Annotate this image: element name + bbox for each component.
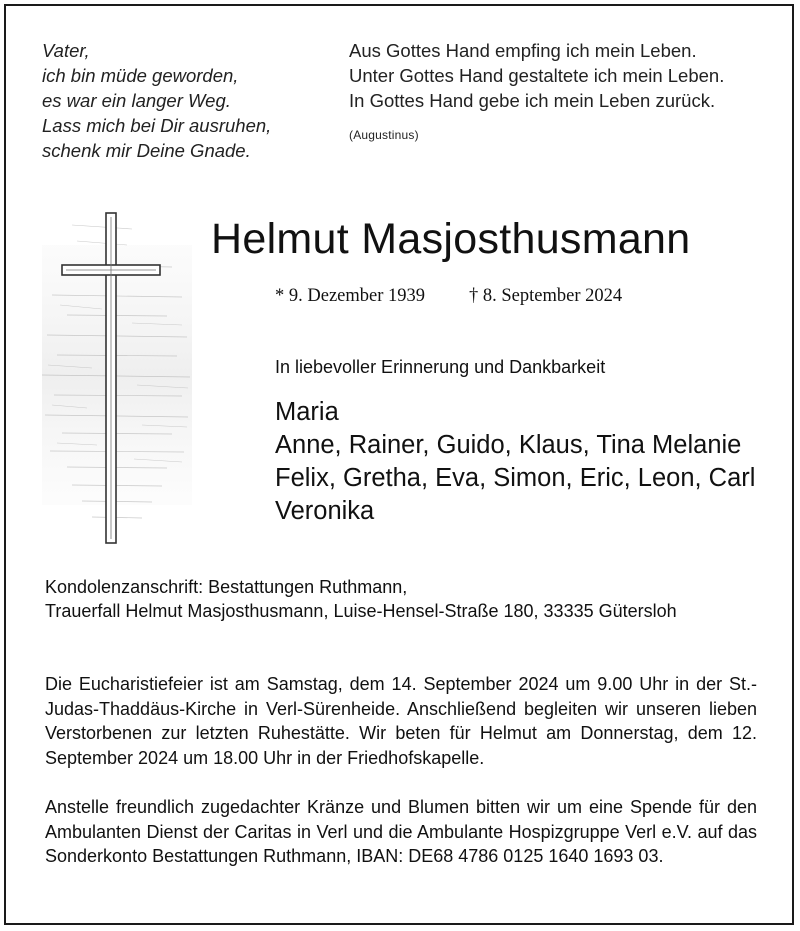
cross-icon — [42, 205, 192, 545]
poem-right-line: Aus Gottes Hand empfing ich mein Leben. — [349, 40, 697, 61]
condolence-line: Kondolenzanschrift: Bestattungen Ruthmann, — [45, 577, 408, 597]
remembrance-line: In liebevoller Erinnerung und Dankbarkeit — [275, 357, 606, 377]
deceased-name: Helmut Masjosthusmann — [211, 215, 691, 263]
service-paragraph: Die Eucharistiefeier ist am Samstag, dem 14. September 2024 um 9.00 Uhr in der St.-Judas-Thaddäus-Kirche in Verl-Sürenheide. Anschließend begleiten wir unseren lieben Verstorbenen zur letzten Ruhestätte. Wir beten für Helmut am Donnerstag, dem 12. September 2024 um 18.00 Uhr in der Friedhofskapelle. — [45, 674, 757, 768]
family-line: Maria — [275, 398, 339, 426]
poem-left-line: ich bin müde geworden, — [42, 65, 239, 86]
poem-source: (Augustinus) — [349, 128, 419, 142]
family-names — [275, 396, 755, 528]
death-date: † 8. September 2024 — [469, 286, 623, 306]
poem-left-line: Vater, — [42, 40, 90, 61]
poem-left-line: es war ein langer Weg. — [42, 90, 231, 111]
poem-left-line: Lass mich bei Dir ausruhen, — [42, 115, 272, 136]
poem-right — [349, 38, 779, 148]
family-line: Anne, Rainer, Guido, Klaus, Tina Melanie — [275, 431, 742, 459]
poem-right-line: In Gottes Hand gebe ich mein Leben zurück. — [349, 90, 716, 111]
life-dates — [275, 284, 622, 308]
condolence-address — [45, 575, 765, 623]
poem-left — [42, 38, 322, 163]
family-line: Felix, Gretha, Eva, Simon, Eric, Leon, Carl — [275, 464, 756, 492]
condolence-line: Trauerfall Helmut Masjosthusmann, Luise-Hensel-Straße 180, 33335 Gütersloh — [45, 601, 677, 621]
donation-paragraph: Anstelle freundlich zugedachter Kränze und Blumen bitten wir um eine Spende für den Ambulanten Dienst der Caritas in Verl und die Ambulante Hospizgruppe Verl e.V. auf das Sonderkonto Bestattungen Ruthmann, IBAN: DE68 4786 0125 1640 1693 03. — [45, 797, 757, 866]
family-line: Veronika — [275, 497, 375, 525]
birth-date: * 9. Dezember 1939 — [275, 286, 426, 306]
poem-right-line: Unter Gottes Hand gestaltete ich mein Leben. — [349, 65, 725, 86]
poem-left-line: schenk mir Deine Gnade. — [42, 140, 251, 161]
